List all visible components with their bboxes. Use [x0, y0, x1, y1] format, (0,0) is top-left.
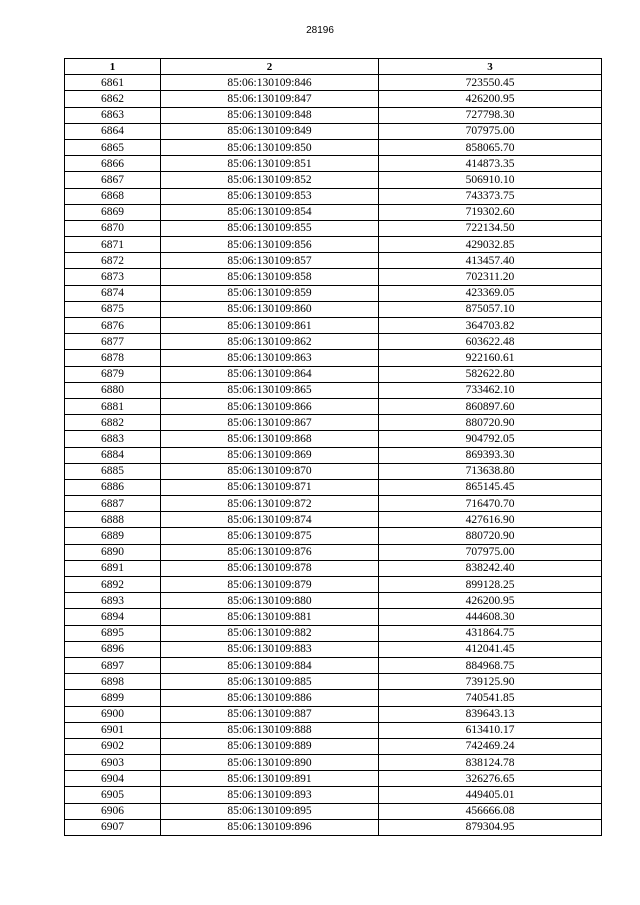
cadastral-number-cell: 85:06:130109:875 — [161, 528, 379, 544]
value-cell: 413457.40 — [379, 253, 602, 269]
value-cell: 414873.35 — [379, 156, 602, 172]
table-row — [65, 577, 602, 593]
column-header-1: 1 — [65, 59, 161, 75]
table-row — [65, 528, 602, 544]
row-number-cell: 6877 — [65, 334, 161, 350]
row-number-cell: 6863 — [65, 107, 161, 123]
value-cell: 613410.17 — [379, 722, 602, 738]
row-number-cell: 6905 — [65, 787, 161, 803]
cadastral-number-cell: 85:06:130109:855 — [161, 220, 379, 236]
table-row — [65, 690, 602, 706]
table-row — [65, 172, 602, 188]
cadastral-number-cell: 85:06:130109:887 — [161, 706, 379, 722]
row-number-cell: 6870 — [65, 220, 161, 236]
row-number-cell: 6907 — [65, 819, 161, 835]
row-number-cell: 6883 — [65, 431, 161, 447]
cadastral-number-cell: 85:06:130109:858 — [161, 269, 379, 285]
table-row — [65, 382, 602, 398]
table-row — [65, 512, 602, 528]
row-number-cell: 6903 — [65, 755, 161, 771]
value-cell: 742469.24 — [379, 738, 602, 754]
row-number-cell: 6871 — [65, 237, 161, 253]
cadastral-number-cell: 85:06:130109:879 — [161, 577, 379, 593]
value-cell: 429032.85 — [379, 237, 602, 253]
value-cell: 716470.70 — [379, 496, 602, 512]
table-row — [65, 204, 602, 220]
value-cell: 740541.85 — [379, 690, 602, 706]
value-cell: 326276.65 — [379, 771, 602, 787]
row-number-cell: 6892 — [65, 577, 161, 593]
cadastral-number-cell: 85:06:130109:878 — [161, 560, 379, 576]
cadastral-number-cell: 85:06:130109:888 — [161, 722, 379, 738]
table-row — [65, 609, 602, 625]
cadastral-number-cell: 85:06:130109:871 — [161, 479, 379, 495]
value-cell: 719302.60 — [379, 204, 602, 220]
value-cell: 733462.10 — [379, 382, 602, 398]
table-row — [65, 755, 602, 771]
value-cell: 426200.95 — [379, 593, 602, 609]
row-number-cell: 6879 — [65, 366, 161, 382]
table-row — [65, 188, 602, 204]
table-row — [65, 269, 602, 285]
value-cell: 723550.45 — [379, 75, 602, 91]
value-cell: 506910.10 — [379, 172, 602, 188]
table-row — [65, 318, 602, 334]
value-cell: 860897.60 — [379, 398, 602, 414]
value-cell: 904792.05 — [379, 431, 602, 447]
value-cell: 879304.95 — [379, 819, 602, 835]
value-cell: 582622.80 — [379, 366, 602, 382]
column-header-3: 3 — [379, 59, 602, 75]
row-number-cell: 6894 — [65, 609, 161, 625]
cadastral-number-cell: 85:06:130109:865 — [161, 382, 379, 398]
row-number-cell: 6889 — [65, 528, 161, 544]
cadastral-number-cell: 85:06:130109:896 — [161, 819, 379, 835]
table-row — [65, 220, 602, 236]
cadastral-number-cell: 85:06:130109:851 — [161, 156, 379, 172]
row-number-cell: 6864 — [65, 123, 161, 139]
table-row — [65, 139, 602, 155]
row-number-cell: 6902 — [65, 738, 161, 754]
row-number-cell: 6869 — [65, 204, 161, 220]
table-row — [65, 301, 602, 317]
row-number-cell: 6886 — [65, 479, 161, 495]
value-cell: 603622.48 — [379, 334, 602, 350]
value-cell: 899128.25 — [379, 577, 602, 593]
cadastral-number-cell: 85:06:130109:886 — [161, 690, 379, 706]
table-row — [65, 156, 602, 172]
row-number-cell: 6898 — [65, 674, 161, 690]
value-cell: 426200.95 — [379, 91, 602, 107]
header-row — [65, 59, 602, 75]
cadastral-number-cell: 85:06:130109:860 — [161, 301, 379, 317]
row-number-cell: 6865 — [65, 139, 161, 155]
row-number-cell: 6888 — [65, 512, 161, 528]
row-number-cell: 6899 — [65, 690, 161, 706]
cadastral-number-cell: 85:06:130109:884 — [161, 657, 379, 673]
value-cell: 702311.20 — [379, 269, 602, 285]
table-row — [65, 123, 602, 139]
table-row — [65, 285, 602, 301]
table-row — [65, 496, 602, 512]
value-cell: 839643.13 — [379, 706, 602, 722]
table-row — [65, 107, 602, 123]
cadastral-number-cell: 85:06:130109:885 — [161, 674, 379, 690]
cadastral-number-cell: 85:06:130109:854 — [161, 204, 379, 220]
table-body — [65, 75, 602, 836]
table-row — [65, 91, 602, 107]
table-row — [65, 463, 602, 479]
table-row — [65, 738, 602, 754]
row-number-cell: 6866 — [65, 156, 161, 172]
row-number-cell: 6884 — [65, 447, 161, 463]
cadastral-number-cell: 85:06:130109:883 — [161, 641, 379, 657]
row-number-cell: 6895 — [65, 625, 161, 641]
column-header-2: 2 — [161, 59, 379, 75]
table-row — [65, 479, 602, 495]
cadastral-number-cell: 85:06:130109:848 — [161, 107, 379, 123]
table-row — [65, 657, 602, 673]
cadastral-number-cell: 85:06:130109:882 — [161, 625, 379, 641]
cadastral-number-cell: 85:06:130109:857 — [161, 253, 379, 269]
value-cell: 707975.00 — [379, 123, 602, 139]
table-row — [65, 366, 602, 382]
cadastral-number-cell: 85:06:130109:891 — [161, 771, 379, 787]
row-number-cell: 6868 — [65, 188, 161, 204]
table-row — [65, 593, 602, 609]
row-number-cell: 6872 — [65, 253, 161, 269]
page-number: 28196 — [306, 25, 334, 36]
value-cell: 875057.10 — [379, 301, 602, 317]
table-row — [65, 350, 602, 366]
value-cell: 713638.80 — [379, 463, 602, 479]
row-number-cell: 6861 — [65, 75, 161, 91]
row-number-cell: 6904 — [65, 771, 161, 787]
cadastral-number-cell: 85:06:130109:867 — [161, 415, 379, 431]
value-cell: 884968.75 — [379, 657, 602, 673]
table-row — [65, 398, 602, 414]
cadastral-number-cell: 85:06:130109:876 — [161, 544, 379, 560]
cadastral-number-cell: 85:06:130109:861 — [161, 318, 379, 334]
cadastral-number-cell: 85:06:130109:872 — [161, 496, 379, 512]
table-row — [65, 803, 602, 819]
row-number-cell: 6875 — [65, 301, 161, 317]
table-header — [65, 59, 602, 75]
row-number-cell: 6901 — [65, 722, 161, 738]
row-number-cell: 6881 — [65, 398, 161, 414]
cadastral-number-cell: 85:06:130109:859 — [161, 285, 379, 301]
cadastral-number-cell: 85:06:130109:870 — [161, 463, 379, 479]
value-cell: 412041.45 — [379, 641, 602, 657]
value-cell: 865145.45 — [379, 479, 602, 495]
value-cell: 869393.30 — [379, 447, 602, 463]
cadastral-number-cell: 85:06:130109:868 — [161, 431, 379, 447]
row-number-cell: 6874 — [65, 285, 161, 301]
table-row — [65, 447, 602, 463]
cadastral-number-cell: 85:06:130109:874 — [161, 512, 379, 528]
value-cell: 456666.08 — [379, 803, 602, 819]
cadastral-number-cell: 85:06:130109:889 — [161, 738, 379, 754]
row-number-cell: 6893 — [65, 593, 161, 609]
row-number-cell: 6880 — [65, 382, 161, 398]
cadastral-number-cell: 85:06:130109:862 — [161, 334, 379, 350]
cadastral-number-cell: 85:06:130109:856 — [161, 237, 379, 253]
cadastral-number-cell: 85:06:130109:881 — [161, 609, 379, 625]
cadastral-number-cell: 85:06:130109:846 — [161, 75, 379, 91]
table-row — [65, 75, 602, 91]
row-number-cell: 6890 — [65, 544, 161, 560]
table-row — [65, 415, 602, 431]
table-row — [65, 431, 602, 447]
cadastral-number-cell: 85:06:130109:895 — [161, 803, 379, 819]
row-number-cell: 6882 — [65, 415, 161, 431]
value-cell: 743373.75 — [379, 188, 602, 204]
table-row — [65, 334, 602, 350]
cadastral-number-cell: 85:06:130109:850 — [161, 139, 379, 155]
data-table — [64, 58, 602, 836]
value-cell: 838242.40 — [379, 560, 602, 576]
table-row — [65, 787, 602, 803]
row-number-cell: 6900 — [65, 706, 161, 722]
cadastral-number-cell: 85:06:130109:866 — [161, 398, 379, 414]
cadastral-number-cell: 85:06:130109:852 — [161, 172, 379, 188]
table-row — [65, 560, 602, 576]
value-cell: 739125.90 — [379, 674, 602, 690]
value-cell: 880720.90 — [379, 415, 602, 431]
row-number-cell: 6896 — [65, 641, 161, 657]
value-cell: 858065.70 — [379, 139, 602, 155]
value-cell: 727798.30 — [379, 107, 602, 123]
table-row — [65, 237, 602, 253]
cadastral-number-cell: 85:06:130109:849 — [161, 123, 379, 139]
table-row — [65, 674, 602, 690]
table-row — [65, 544, 602, 560]
value-cell: 423369.05 — [379, 285, 602, 301]
cadastral-number-cell: 85:06:130109:893 — [161, 787, 379, 803]
row-number-cell: 6906 — [65, 803, 161, 819]
row-number-cell: 6891 — [65, 560, 161, 576]
table-row — [65, 625, 602, 641]
cadastral-number-cell: 85:06:130109:863 — [161, 350, 379, 366]
row-number-cell: 6897 — [65, 657, 161, 673]
row-number-cell: 6885 — [65, 463, 161, 479]
row-number-cell: 6867 — [65, 172, 161, 188]
cadastral-number-cell: 85:06:130109:864 — [161, 366, 379, 382]
value-cell: 922160.61 — [379, 350, 602, 366]
value-cell: 449405.01 — [379, 787, 602, 803]
row-number-cell: 6876 — [65, 318, 161, 334]
table-row — [65, 253, 602, 269]
value-cell: 444608.30 — [379, 609, 602, 625]
cadastral-number-cell: 85:06:130109:880 — [161, 593, 379, 609]
value-cell: 880720.90 — [379, 528, 602, 544]
table-row — [65, 706, 602, 722]
row-number-cell: 6862 — [65, 91, 161, 107]
value-cell: 838124.78 — [379, 755, 602, 771]
cadastral-number-cell: 85:06:130109:853 — [161, 188, 379, 204]
table-row — [65, 641, 602, 657]
cadastral-number-cell: 85:06:130109:890 — [161, 755, 379, 771]
value-cell: 722134.50 — [379, 220, 602, 236]
cadastral-number-cell: 85:06:130109:869 — [161, 447, 379, 463]
row-number-cell: 6887 — [65, 496, 161, 512]
table-row — [65, 819, 602, 835]
cadastral-number-cell: 85:06:130109:847 — [161, 91, 379, 107]
value-cell: 431864.75 — [379, 625, 602, 641]
row-number-cell: 6878 — [65, 350, 161, 366]
value-cell: 364703.82 — [379, 318, 602, 334]
table-row — [65, 722, 602, 738]
row-number-cell: 6873 — [65, 269, 161, 285]
table-row — [65, 771, 602, 787]
value-cell: 427616.90 — [379, 512, 602, 528]
value-cell: 707975.00 — [379, 544, 602, 560]
